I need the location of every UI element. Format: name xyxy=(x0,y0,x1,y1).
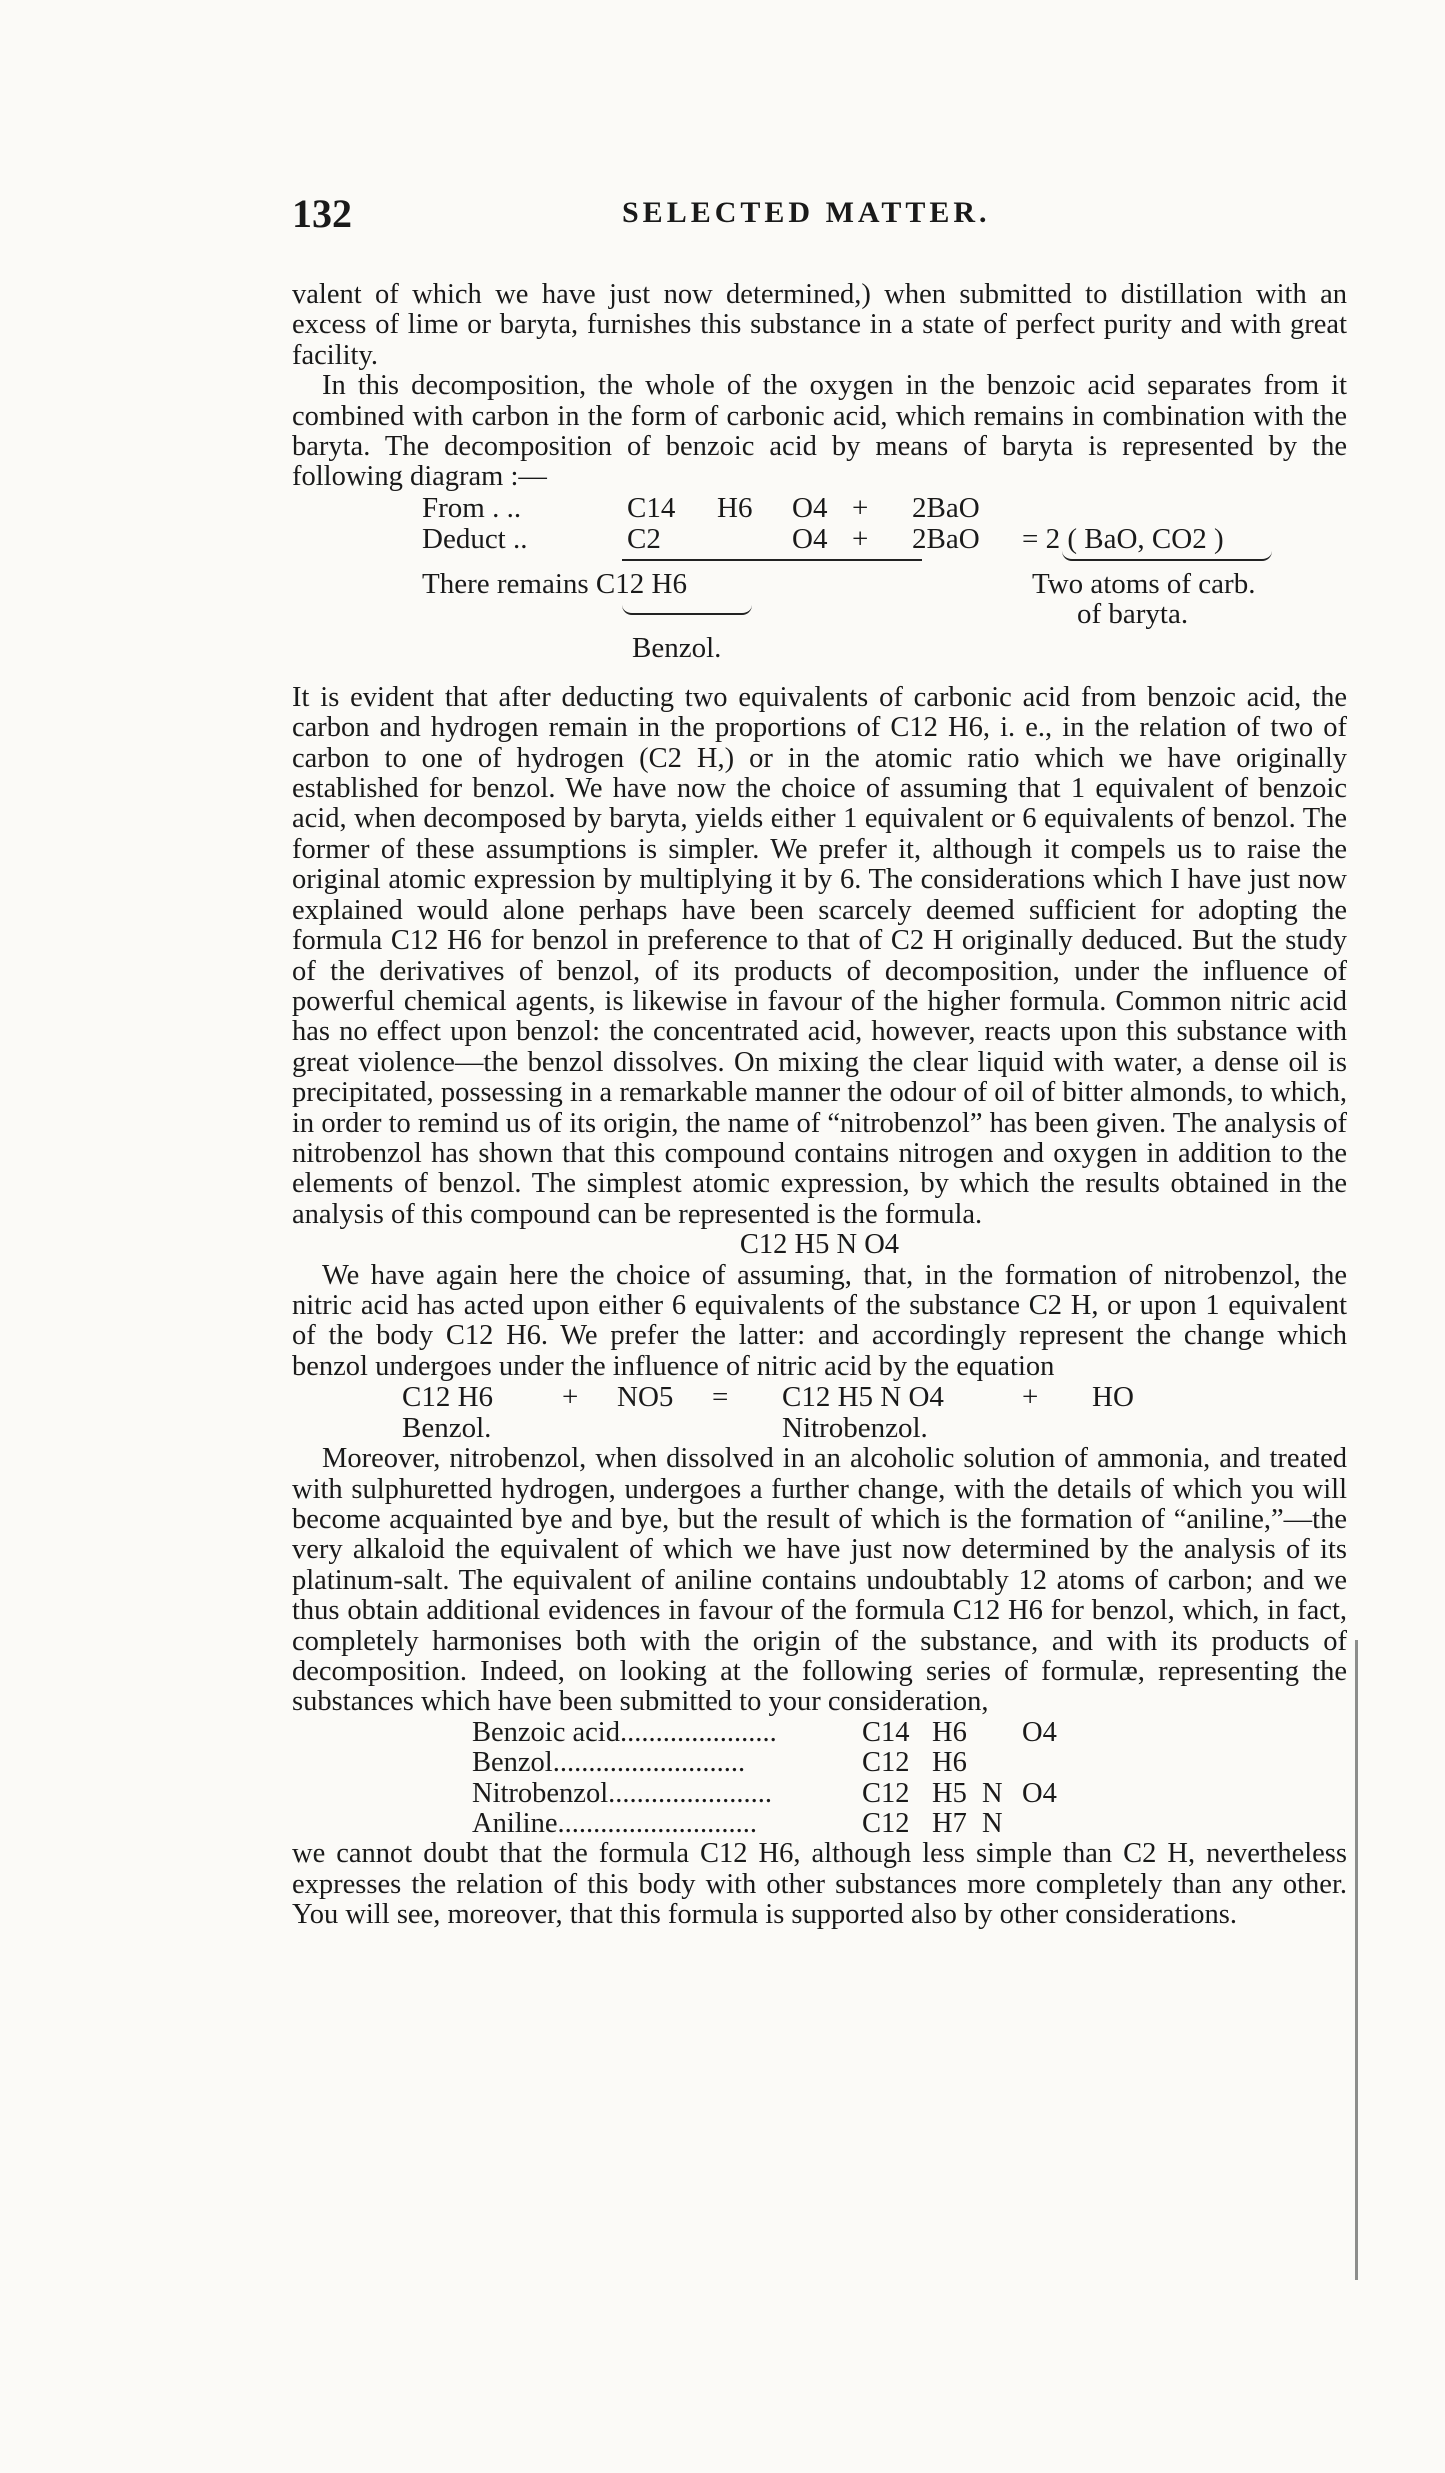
series-row xyxy=(472,1777,1057,1809)
equation-labels xyxy=(292,1413,1347,1444)
series-name: Benzol........................... xyxy=(472,1747,746,1779)
deduct-carbon: C2 xyxy=(627,522,661,555)
nitration-equation xyxy=(292,1382,1347,1444)
paragraph-5: Moreover, nitrobenzol, when dissolved in an alcoholic solution of ammonia, and treated with sulphuretted hydrogen, undergoes a further change, with the details of which you will become acquainted bye and bye, but the result of which is the formation of “aniline,”—the very alkaloid the equivalent of which we have just now determined by the analysis of its platinum-salt. The equivalent of aniline contains undoubtably 12 atoms of carbon; and we thus obtain additional evidences in favour of the formula C12 H6 for benzol, which, in fact, completely harmonises both with the origin of the substance, and with its products of decomposition. Indeed, on looking at the following series of formulæ, representing the substances which have been submitted to your consideration, xyxy=(292,1443,1347,1718)
paragraph-6: we cannot doubt that the formula C12 H6, although less simple than C2 H, nevertheless expresses the relation of this body with other substances more completely than any other. You will see, moreover, that this formula is supported also by other considerations. xyxy=(292,1838,1347,1931)
diagram-benzol-row xyxy=(292,633,1347,664)
margin-scan-marks xyxy=(1355,1640,1378,2280)
series-row xyxy=(472,1716,1057,1748)
series-name: Aniline............................ xyxy=(472,1808,757,1840)
eq-benzol: C12 H6 xyxy=(402,1381,494,1414)
series-hydrogen: H7 xyxy=(932,1808,967,1840)
deduct-oxygen: O4 xyxy=(792,522,828,555)
running-title: SELECTED MATTER. xyxy=(622,196,991,229)
label-benzol: Benzol. xyxy=(402,1412,492,1445)
from-baryta: 2BaO xyxy=(912,491,980,524)
brace xyxy=(1062,551,1272,561)
series-hydrogen: H6 xyxy=(932,1747,967,1779)
paragraph-4: We have again here the choice of assuming, that, in the formation of nitrobenzol, the nitric acid has acted upon either 6 equivalents of the substance C2 H, or upon 1 equivalent of the body C12 H6. We prefer the latter: and accordingly represent the change which benzol undergoes under the influence of nitric acid by the equation xyxy=(292,1259,1347,1382)
from-oxygen: O4 xyxy=(792,491,828,524)
deduct-plus: + xyxy=(852,522,869,555)
page-header xyxy=(292,190,1342,240)
series-nitrogen: N xyxy=(982,1808,1003,1840)
paragraph-3: It is evident that after deducting two equivalents of carbonic acid from benzoic acid, the carbon and hydrogen remain in the proportions of C12 H6, i. e., in the relation of two of carbon to one of hydrogen (C2 H,) or in the atomic ratio which we have originally established for benzol. We have now the choice of assuming that 1 equivalent of benzoic acid, when decomposed by baryta, yields either 1 equivalent or 6 equivalents of benzol. The former of these assumptions is simpler. We prefer it, although it compels us to raise the original atomic expression by multiplying it by 6. The considerations which I have just now explained would alone perhaps have been scarcely deemed sufficient for adopting the formula C12 H6 for benzol in preference to that of C2 H originally deduced. But the study of the derivatives of benzol, of its products of decomposition, under the influence of powerful chemical agents, is likewise in favour of the higher formula. Common nitric acid has no effect upon benzol: the concentrated acid, however, reacts upon this substance with great violence—the benzol dissolves. On mixing the clear liquid with water, a dense oil is precipitated, possessing in a remarkable manner the odour of oil of bitter almonds, to which, in order to remind us of its origin, the name of “nitrobenzol” has been given. The analysis of nitrobenzol has shown that this compound contains nitrogen and oxygen in addition to the elements of benzol. The simplest atomic expression, by which the results obtained in the analysis of this compound can be represented is the formula. xyxy=(292,681,1347,1230)
diagram-row-from xyxy=(292,493,1347,524)
paragraph-2: In this decomposition, the whole of the oxygen in the benzoic acid separates from it combined with carbon in the form of carbonic acid, which remains in combination with the baryta. The decomposition of benzoic acid by means of baryta is represented by the following diagram :— xyxy=(292,370,1347,493)
deduct-label: Deduct .. xyxy=(422,522,528,555)
series-carbon: C12 xyxy=(862,1808,910,1840)
two-atoms-text: Two atoms of carb. xyxy=(1032,567,1256,600)
series-nitrogen: N xyxy=(982,1777,1003,1809)
series-oxygen: O4 xyxy=(1022,1777,1057,1809)
formula-nitrobenzol: C12 H5 N O4 xyxy=(739,1229,900,1261)
text-column xyxy=(292,280,1347,1931)
eq-nitric: NO5 xyxy=(617,1381,674,1414)
diagram-baryta-row xyxy=(292,599,1347,630)
eq-equals: = xyxy=(712,1381,729,1414)
decomposition-diagram xyxy=(292,493,1347,683)
eq-plus-1: + xyxy=(562,1381,579,1414)
series-name: Benzoic acid...................... xyxy=(472,1716,777,1748)
page-number: 132 xyxy=(292,191,352,236)
series-row xyxy=(472,1809,1012,1839)
formula-series xyxy=(472,1716,1057,1840)
deduct-baryta: 2BaO xyxy=(912,522,980,555)
from-plus: + xyxy=(852,491,869,524)
label-nitrobenzol: Nitrobenzol. xyxy=(782,1412,928,1445)
eq-nitrobenzol: C12 H5 N O4 xyxy=(782,1381,944,1414)
series-carbon: C14 xyxy=(862,1716,910,1748)
from-carbon: C14 xyxy=(627,491,676,524)
from-hydrogen: H6 xyxy=(717,491,753,524)
remains-text: There remains C12 H6 xyxy=(422,567,687,600)
series-carbon: C12 xyxy=(862,1747,910,1779)
benzol-label: Benzol. xyxy=(632,631,722,664)
eq-plus-2: + xyxy=(1022,1381,1039,1414)
deduct-equals: = 2 ( BaO, CO2 ) xyxy=(1022,522,1224,555)
subtraction-rule xyxy=(622,559,922,561)
equation-row xyxy=(292,1382,1347,1413)
diagram-result-row xyxy=(292,569,1347,600)
series-name: Nitrobenzol....................... xyxy=(472,1777,773,1809)
series-row xyxy=(472,1748,1012,1778)
series-carbon: C12 xyxy=(862,1777,910,1809)
brace xyxy=(622,605,752,615)
series-hydrogen: H6 xyxy=(932,1716,967,1748)
series-hydrogen: H5 xyxy=(932,1777,967,1809)
of-baryta-text: of baryta. xyxy=(1077,597,1189,630)
paragraph-1: valent of which we have just now determined,) when submitted to distillation with an excess of lime or baryta, furnishes this substance in a state of perfect purity and with great facility. xyxy=(292,279,1347,371)
series-oxygen: O4 xyxy=(1022,1716,1057,1748)
eq-water: HO xyxy=(1092,1381,1134,1414)
from-label: From . .. xyxy=(422,491,522,524)
